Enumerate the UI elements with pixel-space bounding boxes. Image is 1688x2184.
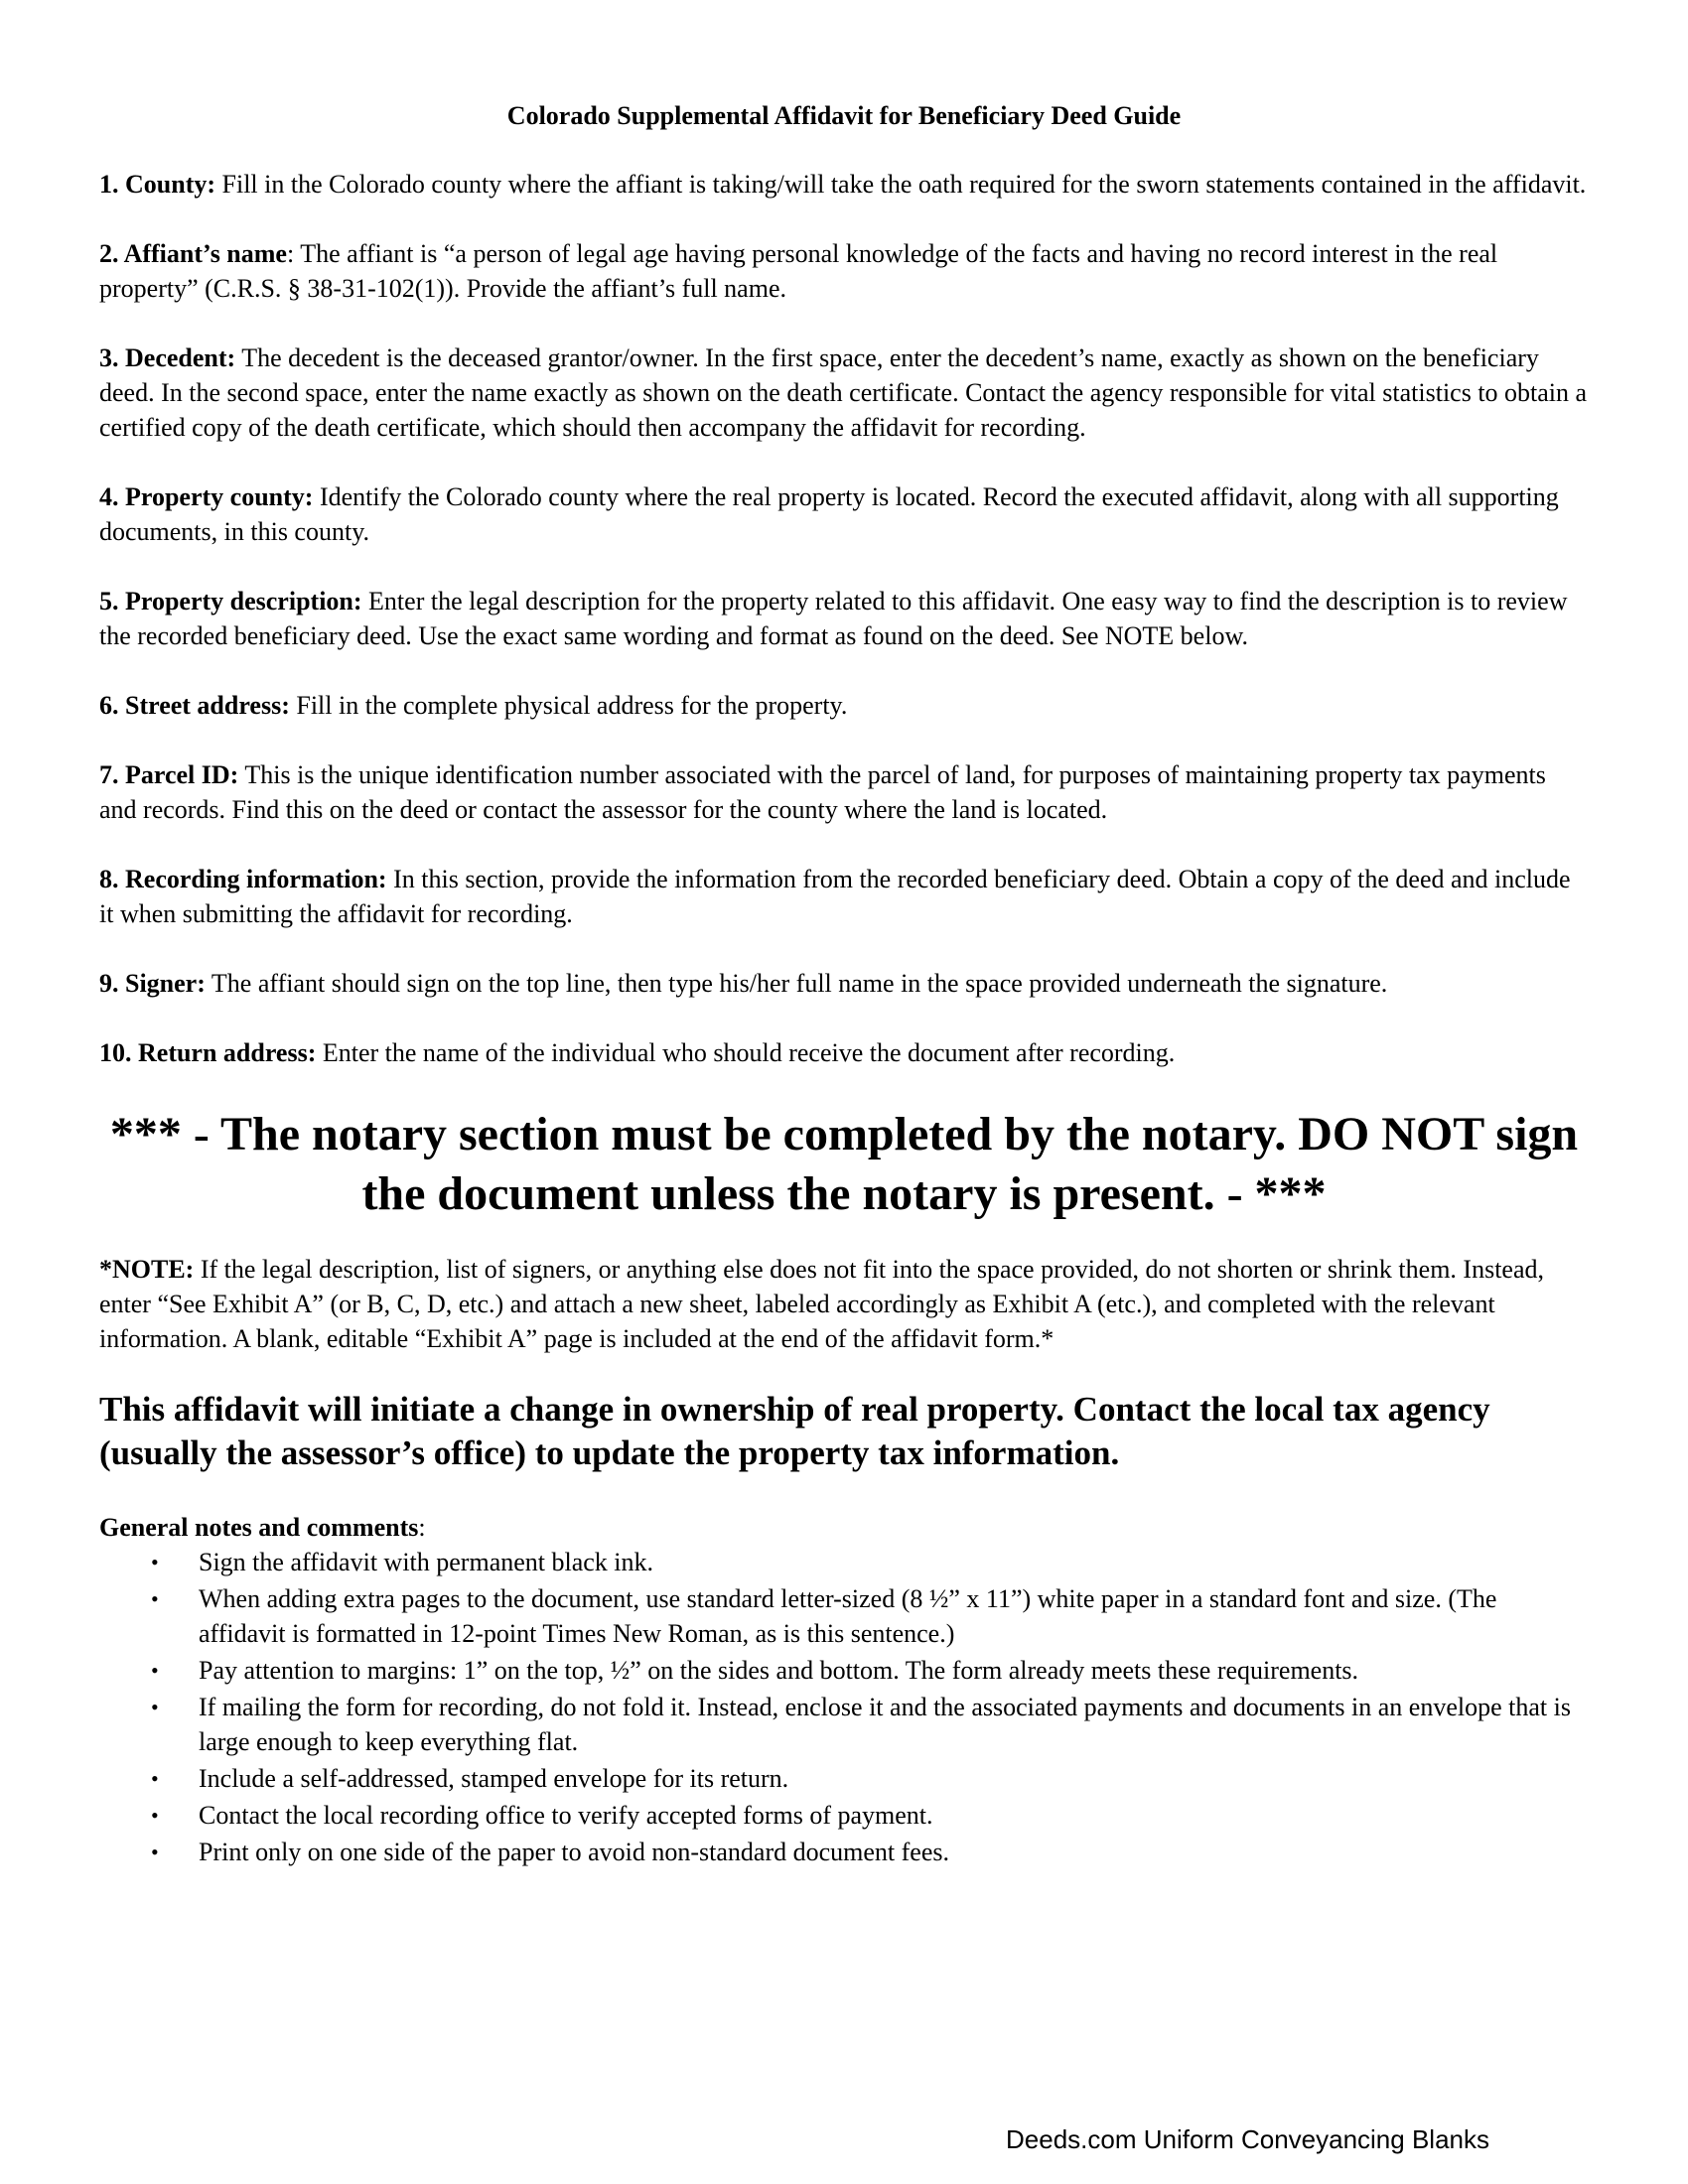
- list-item: [151, 1761, 1589, 1796]
- item-text: This is the unique identification number associated with the parcel of land, for purposes of maintaining property tax payments and records. Find this on the deed or contact the assessor for the county where the land is located.: [99, 759, 1546, 824]
- item-term: 7. Parcel ID:: [99, 759, 239, 789]
- list-item: [151, 1545, 1589, 1579]
- bullet-icon: •: [151, 1549, 159, 1574]
- notary-warning: *** - The notary section must be completed by the notary. DO NOT sign the document unless the notary is present. - ***: [109, 1107, 1579, 1220]
- general-notes-heading-text: General notes and comments: [99, 1512, 419, 1542]
- item-term: 4. Property county:: [99, 481, 314, 511]
- note-text: If the legal description, list of signers, or anything else does not fit into the space provided, do not shorten or shrink them. Instead, enter “See Exhibit A” (or B, C, D, etc.) and attach a new sheet, labeled accordingly as Exhibit A (etc.), and completed with the relevant information. A blank, editable “Exhibit A” page is included at the end of the affidavit form.*: [99, 1254, 1544, 1353]
- list-item: [151, 1835, 1589, 1869]
- general-notes-heading: [99, 1511, 1589, 1545]
- guide-item-affiant-name: [99, 236, 1589, 306]
- guide-item-property-county: [99, 479, 1589, 549]
- guide-item-return-address: [99, 1035, 1589, 1070]
- bullet-icon: •: [151, 1694, 159, 1719]
- item-term: 2. Affiant’s name: [99, 238, 287, 268]
- page-footer: Deeds.com Uniform Conveyancing Blanks: [1006, 2124, 1489, 2154]
- list-item: [151, 1798, 1589, 1833]
- item-text: The decedent is the deceased grantor/owner. In the first space, enter the decedent’s name, exactly as shown on the beneficiary deed. In the second space, enter the name exactly as shown on the death certificate. Contact the agency responsible for vital statistics to obtain a certified copy of the death certificate, which should then accompany the affidavit for recording.: [99, 342, 1588, 442]
- ownership-notice: This affidavit will initiate a change in ownership of real property. Contact the local tax agency (usually the assessor’s office) to update the property tax information.: [99, 1389, 1490, 1472]
- item-text: In this section, provide the information from the recorded beneficiary deed. Obtain a copy of the deed and include it when submitting the affidavit for recording.: [99, 864, 1571, 928]
- item-text: Identify the Colorado county where the real property is located. Record the executed affidavit, along with all supporting documents, in this county.: [99, 481, 1559, 546]
- guide-item-county: [99, 167, 1589, 202]
- bullet-icon: •: [151, 1585, 159, 1611]
- document-title: Colorado Supplemental Affidavit for Beneficiary Deed Guide: [506, 101, 1182, 130]
- item-term: 3. Decedent:: [99, 342, 236, 372]
- item-term: 1. County:: [99, 169, 216, 199]
- guide-item-signer: [99, 966, 1589, 1001]
- item-term: 8. Recording information:: [99, 864, 387, 893]
- item-term: 5. Property description:: [99, 586, 362, 615]
- guide-item-parcel-id: [99, 757, 1589, 827]
- list-item-text: Contact the local recording office to verify accepted forms of payment.: [199, 1800, 933, 1830]
- item-text: Enter the name of the individual who should receive the document after recording.: [316, 1037, 1176, 1067]
- list-item: [151, 1581, 1589, 1651]
- bullet-icon: •: [151, 1657, 159, 1683]
- list-item-text: Pay attention to margins: 1” on the top, ½” on the sides and bottom. The form already meets these requirements.: [199, 1655, 1359, 1685]
- guide-item-decedent: [99, 341, 1589, 445]
- list-item-text: If mailing the form for recording, do not fold it. Instead, enclose it and the associated payments and documents in an envelope that is large enough to keep everything flat.: [199, 1692, 1571, 1756]
- guide-item-property-description: [99, 584, 1589, 653]
- guide-item-recording-information: [99, 862, 1589, 931]
- list-item-text: When adding extra pages to the document, use standard letter-sized (8 ½” x 11”) white paper in a standard font and size. (The affidavit is formatted in 12-point Times New Roman, as is this sentence.): [199, 1583, 1497, 1648]
- bullet-icon: •: [151, 1839, 159, 1864]
- list-item: [151, 1653, 1589, 1688]
- general-notes-heading-colon: :: [418, 1512, 426, 1542]
- document-page: [99, 99, 1589, 1871]
- list-item-text: Sign the affidavit with permanent black ink.: [199, 1547, 654, 1576]
- item-term: 6. Street address:: [99, 690, 290, 720]
- general-notes-list: [99, 1545, 1589, 1869]
- item-text: The affiant should sign on the top line, then type his/her full name in the space provided underneath the signature.: [205, 968, 1388, 998]
- item-text: Enter the legal description for the property related to this affidavit. One easy way to find the description is to review the recorded beneficiary deed. Use the exact same wording and format as found on the deed. See NOTE below.: [99, 586, 1568, 650]
- note-term: *NOTE:: [99, 1254, 195, 1284]
- bullet-icon: •: [151, 1802, 159, 1828]
- list-item-text: Include a self-addressed, stamped envelope for its return.: [199, 1763, 789, 1793]
- item-text: Fill in the complete physical address for the property.: [289, 690, 848, 720]
- exhibit-note: [99, 1252, 1589, 1356]
- item-text: : The affiant is “a person of legal age having personal knowledge of the facts and having no record interest in the real property” (C.R.S. § 38-31-102(1)). Provide the affiant’s full name.: [99, 238, 1498, 303]
- guide-item-street-address: [99, 688, 1589, 723]
- list-item-text: Print only on one side of the paper to avoid non-standard document fees.: [199, 1837, 949, 1866]
- item-term: 9. Signer:: [99, 968, 206, 998]
- item-term: 10. Return address:: [99, 1037, 317, 1067]
- bullet-icon: •: [151, 1765, 159, 1791]
- list-item: [151, 1690, 1589, 1759]
- item-text: Fill in the Colorado county where the affiant is taking/will take the oath required for the sworn statements contained in the affidavit.: [215, 169, 1587, 199]
